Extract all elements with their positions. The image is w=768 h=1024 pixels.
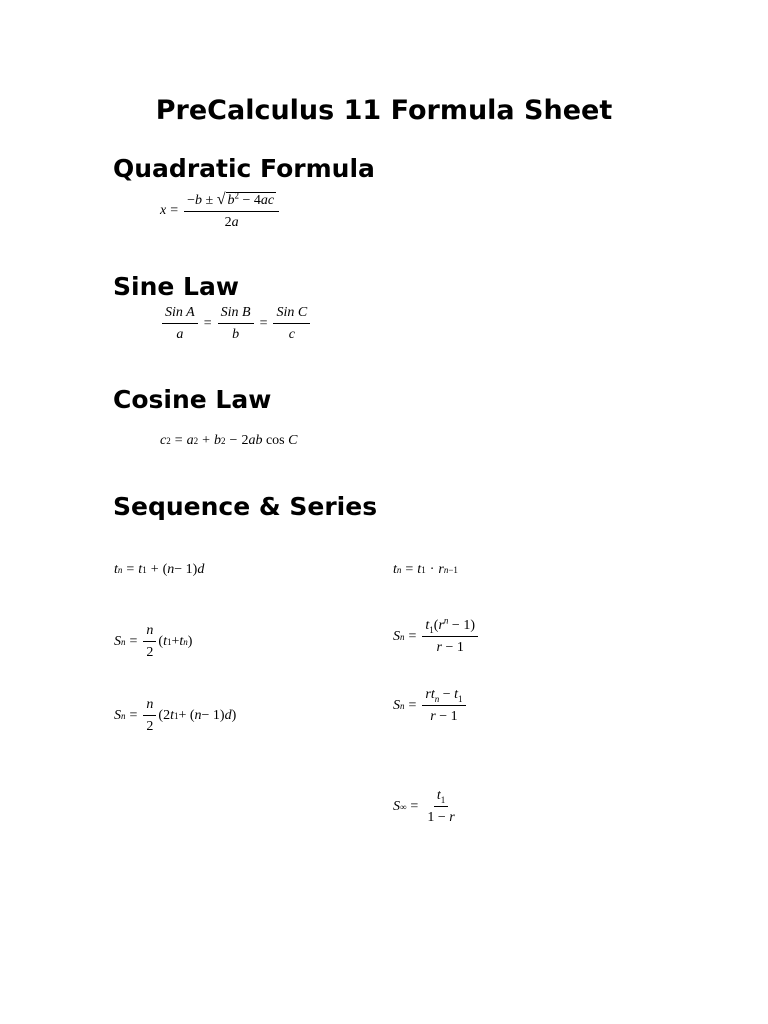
section-heading-sine-law: Sine Law [113, 272, 239, 301]
formula-sine-law: $\frac{\text{Sin A}}{a}$ = $\frac{\text{Sin B}}{b}$ = $\frac{\text{Sin C}}{c}$ [160, 306, 312, 342]
formula-arithmetic-sum-1: S n = $\frac{n}{2}$ ( t 1 + t n ) [114, 623, 193, 660]
formula-quadratic: x = −b ± √ $b^2 - 4ac$ 2a [160, 192, 281, 230]
section-heading-sequence-series: Sequence & Series [113, 492, 378, 521]
formula-arithmetic-term: t n = t 1 + ( n − 1) d [114, 562, 205, 577]
formula-geometric-sum-2: S n = $\frac{rt_n - t_1}{r - 1}$ [393, 688, 468, 724]
section-heading-quadratic: Quadratic Formula [113, 154, 375, 183]
formula-geometric-infinite-sum: S ∞ = $\frac{t_1}{1 - r}$ [393, 788, 455, 825]
page-title: PreCalculus 11 Formula Sheet [155, 95, 613, 126]
formula-cosine-law: c 2 = a 2 + b 2 − 2 ab cos C [160, 433, 298, 448]
formula-arithmetic-sum-2: S n = $\frac{n}{2}$ (2 t 1 + ( n − 1) d ) [114, 697, 237, 734]
section-heading-cosine-law: Cosine Law [113, 385, 272, 414]
formula-geometric-term: t n = t 1 · r n−1 [393, 562, 458, 577]
formula-geometric-sum-1: S n = $\frac{t_1(r^n - 1)}{r - 1}$ [393, 619, 480, 655]
